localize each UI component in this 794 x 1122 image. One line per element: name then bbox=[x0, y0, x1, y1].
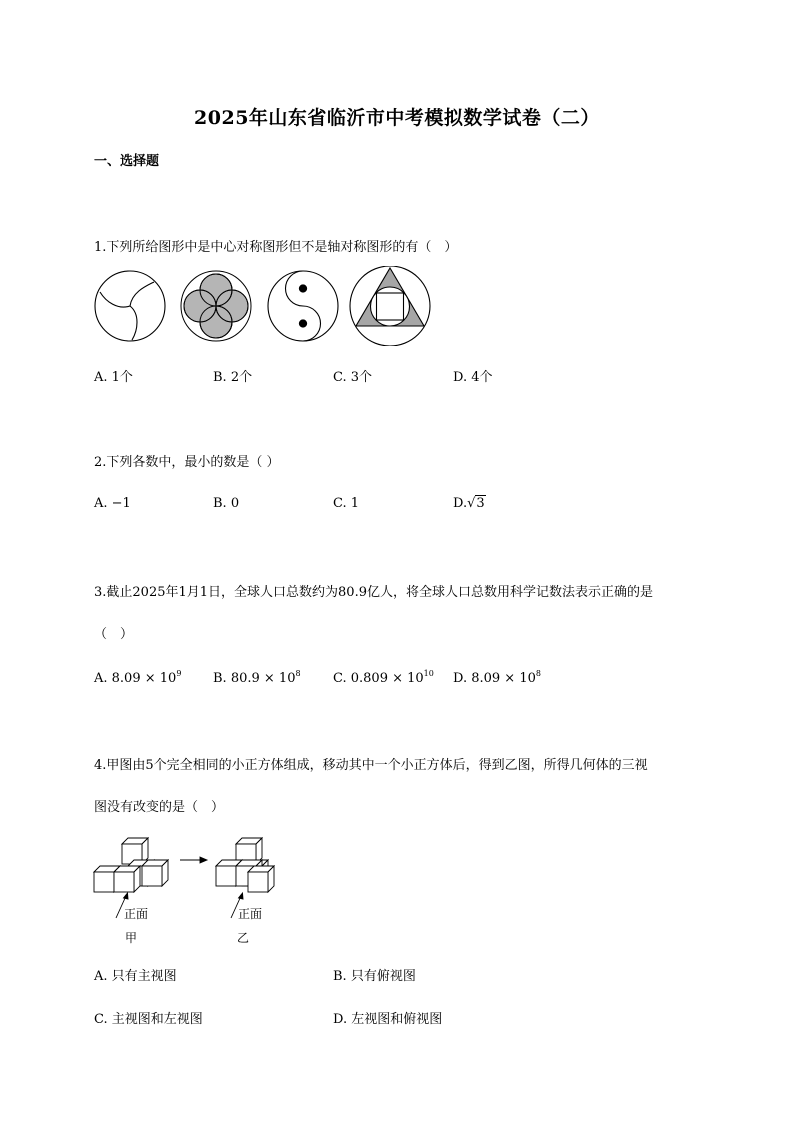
exam-title: 2025年山东省临沂市中考模拟数学试卷（二） bbox=[194, 107, 600, 129]
section-title: 一、选择题 bbox=[94, 154, 160, 169]
q3-option-d-base: D. 8.09 × 10 bbox=[453, 671, 536, 686]
swirl-circle-figure bbox=[95, 271, 165, 341]
question-4-stem-line1: 4.甲图由5个完全相同的小正方体组成，移动其中一个小正方体后，得到乙图，所得几何体的三视 bbox=[94, 758, 648, 773]
q2-option-d-prefix: D. bbox=[453, 496, 468, 511]
triangle-square-figure bbox=[350, 266, 430, 346]
figure-name-jia: 甲 bbox=[125, 931, 138, 945]
q1-option-d[interactable]: D. 4个 bbox=[453, 370, 493, 385]
q1-option-b[interactable]: B. 2个 bbox=[213, 370, 253, 385]
q3-option-b[interactable] bbox=[213, 669, 301, 686]
q4-option-c[interactable]: C. 主视图和左视图 bbox=[94, 1012, 203, 1027]
question-4-stem-line2: 图没有改变的是（ ） bbox=[94, 800, 225, 815]
front-label-yi: 正面 bbox=[238, 907, 263, 921]
q2-option-c[interactable]: C. 1 bbox=[333, 496, 360, 511]
q4-option-a[interactable]: A. 只有主视图 bbox=[94, 969, 177, 984]
q1-figures bbox=[92, 266, 437, 346]
q3-option-a-base: A. 8.09 × 10 bbox=[94, 671, 177, 686]
figure-name-yi: 乙 bbox=[237, 931, 250, 945]
q4-cube-figures bbox=[90, 832, 300, 922]
q2-option-b[interactable]: B. 0 bbox=[213, 496, 240, 511]
q3-option-a-exp: 9 bbox=[176, 669, 182, 678]
cube-figure-yi bbox=[216, 838, 274, 892]
q3-option-b-base: B. 80.9 × 10 bbox=[213, 671, 296, 686]
question-3-stem-line1: 3.截止2025年1月1日，全球人口总数约为80.9亿人，将全球人口总数用科学记数法表示正确的是 bbox=[94, 585, 653, 600]
q2-option-a[interactable]: A. −1 bbox=[94, 496, 131, 511]
q3-option-b-exp: 8 bbox=[295, 669, 301, 678]
front-label-jia: 正面 bbox=[124, 907, 149, 921]
yin-yang-figure bbox=[268, 271, 338, 341]
q3-option-d-exp: 8 bbox=[535, 669, 541, 678]
q4-option-d[interactable]: D. 左视图和俯视图 bbox=[333, 1012, 443, 1027]
q3-option-a[interactable] bbox=[94, 669, 181, 686]
q3-option-d[interactable] bbox=[453, 669, 541, 686]
four-petal-figure bbox=[181, 271, 251, 341]
question-2-stem: 2.下列各数中，最小的数是（ ） bbox=[94, 455, 280, 470]
q1-option-a[interactable]: A. 1个 bbox=[94, 370, 133, 385]
arrow-right bbox=[180, 857, 207, 863]
q4-option-b[interactable]: B. 只有俯视图 bbox=[333, 969, 416, 984]
q3-option-c-base: C. 0.809 × 10 bbox=[333, 671, 424, 686]
cube-figure-jia bbox=[94, 838, 168, 892]
q3-option-c-exp: 10 bbox=[423, 669, 434, 678]
sqrt-sign: √ bbox=[467, 496, 476, 511]
q2-option-d[interactable] bbox=[453, 496, 486, 511]
question-3-stem-line2: （ ） bbox=[94, 627, 134, 642]
q2-option-d-radicand: 3 bbox=[476, 496, 485, 511]
q1-option-c[interactable]: C. 3个 bbox=[333, 370, 373, 385]
question-1-stem: 1.下列所给图形中是中心对称图形但不是轴对称图形的有（ ） bbox=[94, 240, 458, 255]
q3-option-c[interactable] bbox=[333, 669, 434, 686]
